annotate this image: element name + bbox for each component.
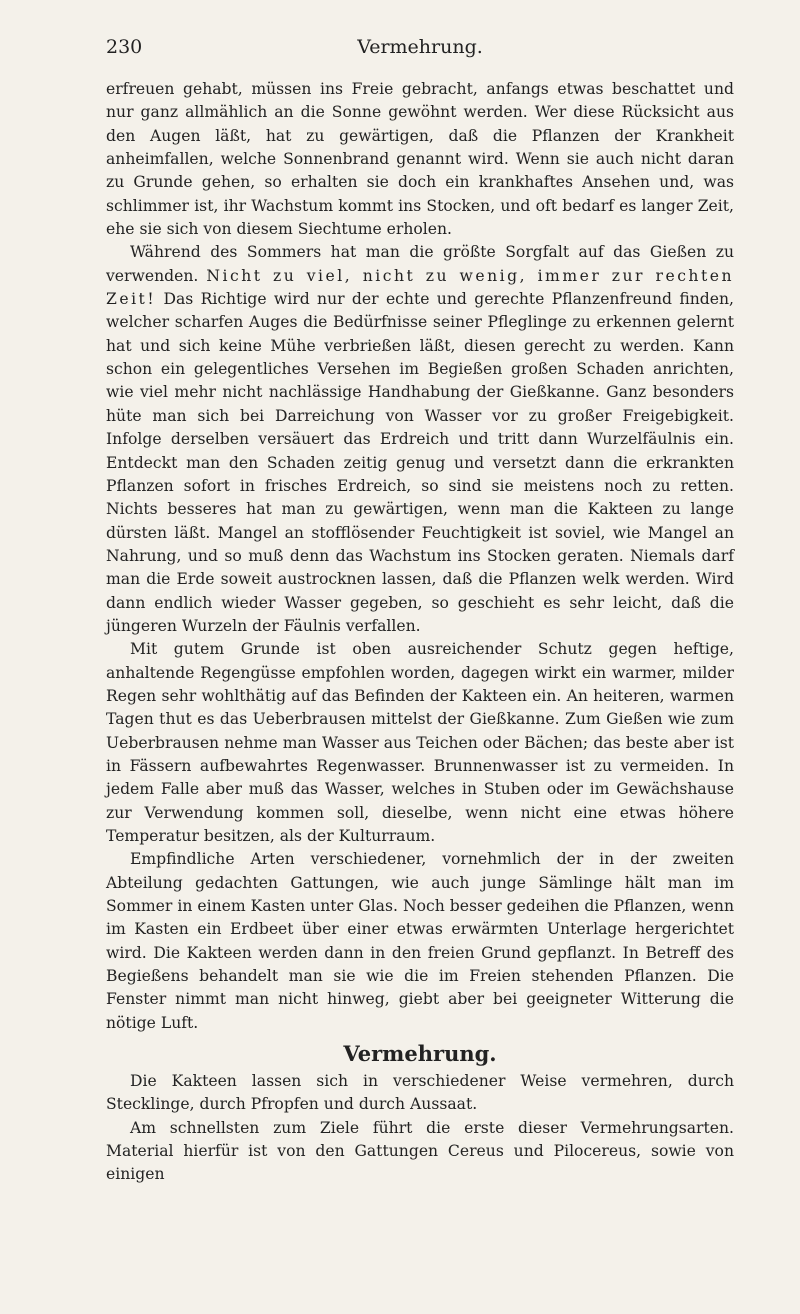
paragraph-2-start: Während des Sommers hat man die größte Sorgfalt auf das Gießen zu verwenden. xyxy=(106,243,734,285)
paragraph-4: Empfindliche Arten verschiedener, vornehmlich der in der zweiten Abteilung gedachten Gattungen, wie auch junge Sämlinge hält man im Sommer in einem Kasten unter Glas. Noch besser gedeihen die Pflanzen, wenn im Kasten ein Erdbeet über einer etwas erwärmten Unterlage hergerichtet wird. Die Kakteen werden dann in den freien Grund gepflanzt. In Betreff des Begießens behandelt man sie wie die im Freien stehenden Pflanzen. Die Fenster nimmt man nicht hinweg, giebt aber bei geeigneter Witterung die nötige Luft. xyxy=(106,850,734,1032)
paragraph-5: Die Kakteen lassen sich in verschiedener Weise vermehren, durch Stecklinge, durch Pfropfen und durch Aussaat. xyxy=(106,1072,734,1114)
paragraph-1: erfreuen gehabt, müssen ins Freie gebracht, anfangs etwas beschattet und nur ganz allmählich an die Sonne gewöhnt werden. Wer diese Rücksicht aus den Augen läßt, hat zu gewärtigen, daß die Pflanzen der Krankheit anheimfallen, welche Sonnenbrand genannt wird. Wenn sie auch nicht daran zu Grunde gehen, so erhalten sie doch ein krankhaftes Ansehen und, was schlimmer ist, ihr Wachstum kommt ins Stocken, und oft bedarf es langer Zeit, ehe sie sich von diesem Siechtume erholen. xyxy=(106,80,734,239)
paragraph-2-rest: Das Richtige wird nur der echte und gerechte Pflanzenfreund finden, welcher scharfen Auges die Bedürfnisse seiner Pfleglinge zu erkennen gelernt hat und sich keine Mühe verbrießen läßt, diesen gerecht zu werden. Kann schon ein gelegentliches Versehen im Begießen großen Schaden anrichten, wie viel mehr nicht nachlässige Handhabung der Gießkanne. Ganz besonders hüte man sich bei Darreichung von Wasser vor zu großer Freigebigkeit. Infolge derselben versäuert das Erdreich und tritt dann Wurzelfäulnis ein. Entdeckt man den Schaden zeitig genug und versetzt dann die erkrankten Pflanzen sofort in frisches Erdreich, so sind sie meistens noch zu retten. Nichts besseres hat man zu gewärtigen, wenn man die Kakteen zu lange dürsten läßt. Mangel an stofflösender Feuchtigkeit ist soviel, wie Mangel an Nahrung, und so muß denn das Wachstum ins Stocken geraten. Niemals darf man die Erde soweit austrocknen lassen, daß die Pflanzen welk werden. Wird dann endlich wieder Wasser gegeben, so geschieht es sehr leicht, daß die jüngeren Wurzeln der Fäulnis verfallen. xyxy=(106,290,734,635)
paragraph-3: Mit gutem Grunde ist oben ausreichender Schutz gegen heftige, anhaltende Regengüsse empfohlen worden, dagegen wirkt ein warmer, milder Regen sehr wohlthätig auf das Befinden der Kakteen ein. An heiteren, warmen Tagen thut es das Ueberbrausen mittelst der Gießkanne. Zum Gießen wie zum Ueberbrausen nehme man Wasser aus Teichen oder Bächen; das beste aber ist in Fässern aufbewahrtes Regenwasser. Brunnenwasser ist zu vermeiden. In jedem Falle aber muß das Wasser, welches in Stuben oder im Gewächshause zur Verwendung kommen soll, dieselbe, wenn nicht eine etwas höhere Temperatur besitzen, als der Kulturraum. xyxy=(106,640,734,845)
paragraph-2-emphasis: Nicht zu viel, nicht zu wenig, immer zur rechten Zeit! xyxy=(106,266,735,309)
paragraph-2 xyxy=(106,241,734,638)
page-number: 230 xyxy=(106,36,143,58)
paragraph-6: Am schnellsten zum Ziele führt die erste dieser Vermehrungsarten. Material hierfür ist von den Gattungen Cereus und Pilocereus, sowie von einigen xyxy=(106,1118,734,1184)
running-head: Vermehrung. xyxy=(357,36,483,58)
section-heading: Vermehrung. xyxy=(343,1041,497,1067)
page-header xyxy=(106,36,734,58)
